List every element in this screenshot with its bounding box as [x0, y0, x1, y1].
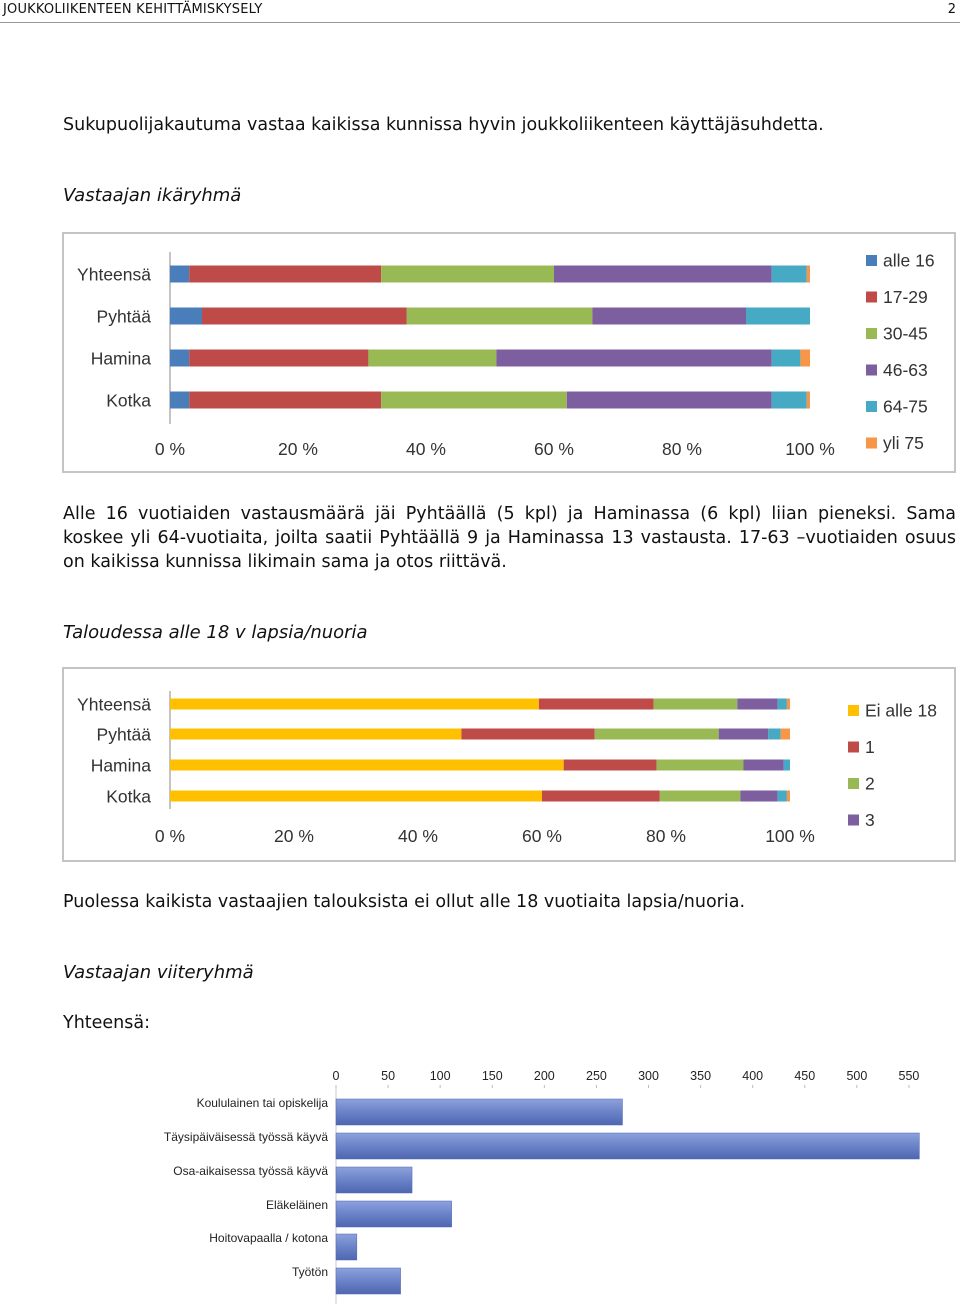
bar-segment-ei-alle-18 — [170, 699, 539, 710]
x-tick-label: 450 — [794, 1069, 816, 1083]
x-tick-label: 100 % — [785, 439, 835, 459]
x-tick-label: 500 — [846, 1069, 868, 1083]
bar-segment-alle-16 — [170, 350, 189, 367]
x-tick-label: 80 % — [662, 439, 702, 459]
legend-swatch — [848, 705, 859, 716]
bar-segment-3 — [740, 791, 777, 802]
bar-segment-2 — [654, 699, 738, 710]
x-tick-label: 350 — [690, 1069, 712, 1083]
category-label: Hamina — [90, 348, 151, 369]
category-label: Pyhtää — [96, 724, 151, 745]
legend-swatch — [866, 292, 877, 303]
x-tick-label: 150 — [481, 1069, 503, 1083]
bar-segment-series-5 — [778, 791, 787, 802]
bar-segment-17-29 — [189, 266, 381, 283]
bar — [336, 1268, 401, 1294]
document-header-title: JOUKKOLIIKENTEEN KEHITTÄMISKYSELY — [3, 2, 263, 17]
bar-segment-yli-75 — [807, 392, 810, 409]
category-label: Työtön — [291, 1265, 328, 1279]
age-comment-paragraph: Alle 16 vuotiaiden vastausmäärä jäi Pyhtäällä (5 kpl) ja Haminassa (6 kpl) liian pieneksi. Sama koskee yli 64-vuotiaita, joilta saatii Pyhtäällä 9 ja Haminassa 13 vastausta. 17-63 –vuotiaiden osuus on kaikissa kunnissa likimain sama ja otos riittävä. — [63, 504, 956, 572]
bar-segment-64-75 — [772, 350, 801, 367]
children-chart — [64, 669, 954, 860]
x-tick-label: 20 % — [278, 439, 318, 459]
page-number: 2 — [947, 2, 956, 17]
x-tick-label: 0 % — [154, 826, 186, 846]
bar-segment-46-63 — [496, 350, 771, 367]
bar-segment-yli-75 — [807, 266, 810, 283]
children-comment-paragraph: Puolessa kaikista vastaajien talouksista ei ollut alle 18 vuotiaita lapsia/nuoria. — [63, 892, 746, 912]
category-label: Kotka — [106, 786, 151, 807]
bar-segment-3 — [719, 729, 769, 740]
bar-segment-30-45 — [381, 266, 554, 283]
bar-segment-64-75 — [772, 392, 807, 409]
category-label: Pyhtää — [96, 306, 151, 327]
category-label: Osa-aikaisessa työssä käyvä — [173, 1164, 328, 1178]
gender-paragraph: Sukupuolijakautuma vastaa kaikissa kunnissa hyvin joukkoliikenteen käyttäjäsuhdetta. — [63, 115, 824, 135]
category-label: Koululainen tai opiskelija — [196, 1096, 328, 1110]
reference-group-heading: Vastaajan viiteryhmä — [63, 962, 254, 983]
x-tick-label: 400 — [742, 1069, 764, 1083]
bar-segment-2 — [660, 791, 741, 802]
bar-segment-46-63 — [567, 392, 772, 409]
bar-segment-30-45 — [368, 350, 496, 367]
bar-segment-1 — [542, 791, 660, 802]
bar-segment-30-45 — [381, 392, 567, 409]
bar-segment-ei-alle-18 — [170, 760, 564, 771]
legend-swatch — [848, 778, 859, 789]
bar-segment-17-29 — [189, 350, 368, 367]
bar — [336, 1133, 919, 1159]
bar-segment-alle-16 — [170, 392, 189, 409]
bar — [336, 1201, 452, 1227]
age-heading: Vastaajan ikäryhmä — [63, 185, 242, 206]
bar-segment-46-63 — [592, 308, 746, 325]
x-tick-label: 60 % — [522, 826, 562, 846]
age-chart-frame — [62, 232, 956, 473]
legend-swatch — [866, 401, 877, 412]
x-tick-label: 80 % — [646, 826, 686, 846]
children-heading: Taloudessa alle 18 v lapsia/nuoria — [63, 622, 368, 643]
bar — [336, 1099, 622, 1125]
x-tick-label: 0 % — [154, 439, 186, 459]
bar-segment-series-6 — [781, 729, 790, 740]
bar — [336, 1234, 357, 1260]
category-label: Hamina — [90, 755, 151, 776]
legend-label: 3 — [865, 809, 875, 830]
category-label: Hoitovapaalla / kotona — [209, 1231, 328, 1245]
bar-segment-64-75 — [772, 266, 807, 283]
x-tick-label: 0 — [332, 1069, 340, 1083]
legend-swatch — [848, 815, 859, 826]
bar-segment-series-5 — [768, 729, 780, 740]
x-tick-label: 550 — [898, 1069, 920, 1083]
bar-segment-2 — [657, 760, 744, 771]
bar-segment-46-63 — [554, 266, 772, 283]
legend-label: 30-45 — [883, 323, 928, 344]
legend-swatch — [848, 742, 859, 753]
legend-label: 46-63 — [883, 359, 928, 380]
age-group-chart — [64, 234, 954, 471]
bar-segment-alle-16 — [170, 266, 189, 283]
bar-segment-64-75 — [746, 308, 810, 325]
legend-swatch — [866, 438, 877, 449]
bar-segment-1 — [539, 699, 654, 710]
legend-label: 64-75 — [883, 396, 928, 417]
x-tick-label: 20 % — [274, 826, 314, 846]
children-chart-frame — [62, 667, 956, 862]
category-label: Yhteensä — [77, 694, 151, 715]
x-tick-label: 100 — [429, 1069, 451, 1083]
bar-segment-3 — [737, 699, 777, 710]
category-label: Kotka — [106, 390, 151, 411]
bar — [336, 1167, 412, 1193]
header-divider — [0, 22, 960, 23]
legend-swatch — [866, 255, 877, 266]
legend-label: 1 — [865, 736, 875, 757]
bar-segment-alle-16 — [170, 308, 202, 325]
x-tick-label: 60 % — [534, 439, 574, 459]
bar-segment-series-6 — [787, 699, 790, 710]
bar-segment-17-29 — [189, 392, 381, 409]
legend-label: alle 16 — [883, 250, 935, 271]
category-label: Täysipäiväisessä työssä käyvä — [163, 1130, 328, 1144]
bar-segment-2 — [595, 729, 719, 740]
total-label: Yhteensä: — [63, 1013, 151, 1033]
x-tick-label: 40 % — [406, 439, 446, 459]
category-label: Yhteensä — [77, 264, 151, 285]
bar-segment-yli-75 — [800, 350, 810, 367]
x-tick-label: 100 % — [765, 826, 815, 846]
bar-segment-ei-alle-18 — [170, 791, 542, 802]
legend-swatch — [866, 328, 877, 339]
bar-segment-series-5 — [778, 699, 787, 710]
x-tick-label: 200 — [533, 1069, 555, 1083]
bar-segment-series-6 — [787, 791, 790, 802]
bar-segment-ei-alle-18 — [170, 729, 461, 740]
reference-group-chart — [0, 1060, 960, 1305]
legend-label: Ei alle 18 — [865, 700, 937, 721]
legend-label: yli 75 — [883, 432, 924, 453]
legend-swatch — [866, 365, 877, 376]
legend-label: 17-29 — [883, 286, 928, 307]
x-tick-label: 40 % — [398, 826, 438, 846]
x-tick-label: 300 — [638, 1069, 659, 1083]
bar-segment-17-29 — [202, 308, 407, 325]
bar-segment-3 — [744, 760, 784, 771]
bar-segment-30-45 — [407, 308, 593, 325]
bar-segment-series-5 — [784, 760, 790, 771]
x-tick-label: 250 — [586, 1069, 607, 1083]
bar-segment-1 — [461, 729, 594, 740]
category-label: Eläkeläinen — [265, 1198, 328, 1212]
x-tick-label: 50 — [381, 1069, 396, 1083]
bar-segment-1 — [564, 760, 657, 771]
legend-label: 2 — [865, 773, 875, 794]
